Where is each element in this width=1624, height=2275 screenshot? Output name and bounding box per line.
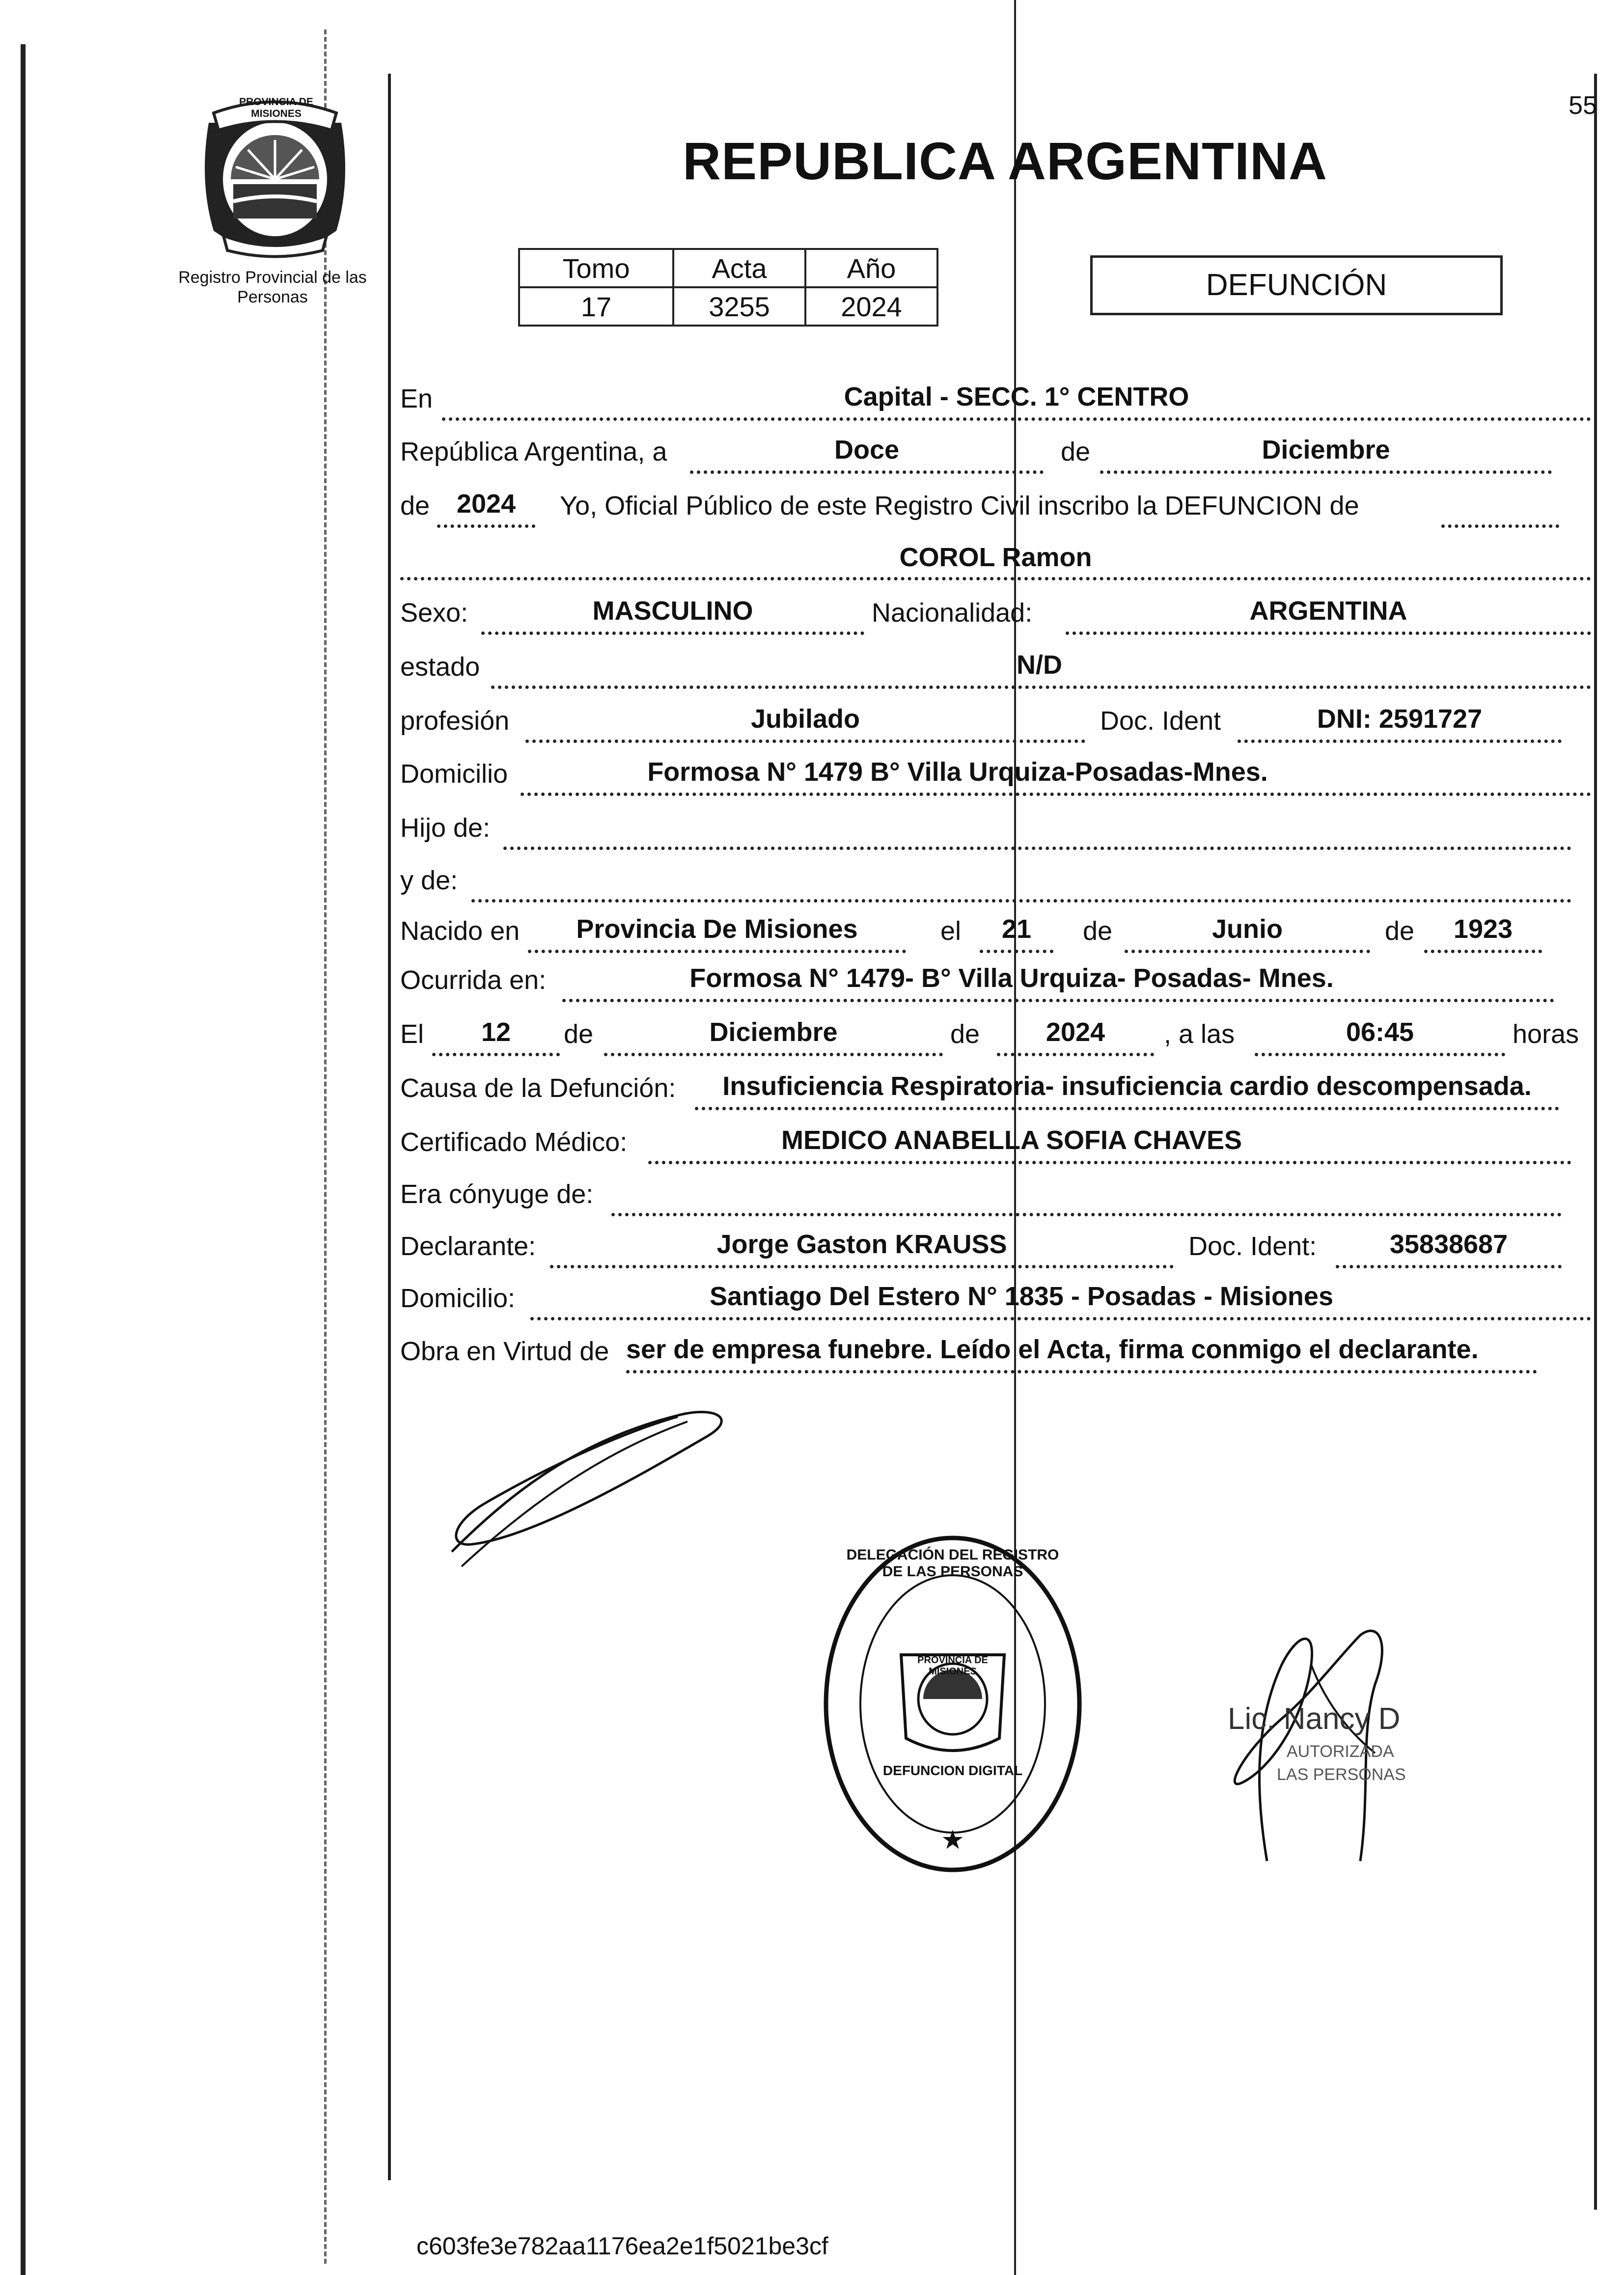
dots-obra: [626, 1370, 1537, 1373]
dots-domicilio: [521, 793, 1591, 796]
label-profesion: profesión: [400, 706, 510, 736]
anio-value: 2024: [805, 287, 937, 326]
value-hora-def: 06:45: [1346, 1017, 1414, 1047]
dots-dia-nac: [980, 950, 1053, 953]
value-declarante: Jorge Gaston KRAUSS: [716, 1230, 1007, 1259]
dots-declarante-domicilio: [530, 1317, 1591, 1320]
stamp-line2: AUTORIZADA: [1287, 1742, 1394, 1761]
dots-declarante-doc: [1336, 1265, 1562, 1268]
label-certificado: Certificado Médico:: [400, 1127, 628, 1157]
seal-outer-text: DELEGACIÓN DEL REGISTRO DE LAS PERSONAS: [846, 1547, 1059, 1580]
label-de-mes-nac: de: [1083, 916, 1113, 946]
registry-table: [518, 248, 938, 327]
seal-center-text: PROVINCIA DE MISIONES: [917, 1655, 988, 1677]
tomo-header: Tomo: [519, 249, 673, 287]
value-declarante-doc: 35838687: [1389, 1230, 1508, 1259]
label-declarante-doc: Doc. Ident:: [1188, 1232, 1317, 1261]
value-nacido-en: Provincia De Misiones: [576, 914, 858, 944]
label-estado: estado: [400, 652, 480, 682]
label-sexo: Sexo:: [400, 598, 468, 628]
label-declarante-domicilio: Domicilio:: [400, 1284, 516, 1313]
value-anio-nac: 1923: [1453, 914, 1513, 944]
value-estado: N/D: [1017, 650, 1062, 680]
label-de-mes-acta: de: [1061, 437, 1091, 466]
document-hash: c603fe3e782aa1176ea2e1f5021be3cf: [416, 2232, 828, 2260]
label-de-anio-acta: de: [400, 491, 430, 521]
page-title: REPUBLICA ARGENTINA: [683, 131, 1327, 191]
label-de-anio-nac: de: [1385, 916, 1415, 946]
stamp-name: Lic. Nancy D: [1228, 1702, 1401, 1736]
label-a-las: , a las: [1164, 1019, 1235, 1049]
perforation-line: [324, 29, 327, 2264]
label-declarante: Declarante:: [400, 1232, 536, 1261]
dots-lugar: [442, 417, 1591, 421]
label-obra: Obra en Virtud de: [400, 1337, 609, 1366]
label-domicilio: Domicilio: [400, 759, 508, 789]
dots-declarante: [550, 1265, 1174, 1268]
declarant-signature: [442, 1390, 746, 1571]
dots-anio-acta: [437, 524, 535, 528]
dots-causa: [695, 1107, 1559, 1110]
dots-nacionalidad: [1066, 631, 1591, 635]
logo-caption: Registro Provincial de las Personas: [178, 268, 367, 306]
anio-header: Año: [805, 249, 937, 287]
label-de-anio-def: de: [950, 1019, 980, 1049]
value-doc-ident: DNI: 2591727: [1317, 704, 1483, 734]
acta-header: Acta: [673, 249, 805, 287]
dots-dia-acta: [690, 470, 1044, 474]
value-sexo: MASCULINO: [592, 596, 753, 626]
value-ocurrida-en: Formosa N° 1479- B° Villa Urquiza- Posadas- Mnes.: [689, 963, 1334, 993]
label-nacido-en: Nacido en: [400, 916, 520, 946]
dots-nombre: [400, 577, 1591, 580]
dots-anio-nac: [1424, 950, 1542, 953]
label-causa: Causa de la Defunción:: [400, 1073, 676, 1103]
seal-inner-text: DEFUNCION DIGITAL: [882, 1763, 1023, 1778]
value-mes-def: Diciembre: [709, 1017, 838, 1047]
dots-sexo: [481, 631, 864, 635]
right-margin-line: [1594, 74, 1597, 2210]
value-obra: ser de empresa funebre. Leído el Acta, firma conmigo el declarante.: [626, 1335, 1479, 1364]
dots-hora-def: [1255, 1053, 1505, 1056]
label-horas: horas: [1513, 1019, 1579, 1049]
svg-text:★: ★: [940, 1825, 965, 1855]
dots-certificado: [648, 1161, 1571, 1164]
dots-profesion: [525, 740, 1085, 743]
label-ocurrida-en: Ocurrida en:: [400, 965, 547, 995]
dots-y-de: [471, 899, 1571, 903]
value-dia-nac: 21: [1001, 914, 1032, 944]
label-republica: República Argentina, a: [400, 437, 667, 466]
page-number: 55: [1569, 91, 1597, 120]
label-de-mes-def: de: [564, 1019, 594, 1049]
dots-conyuge: [611, 1213, 1562, 1216]
dots-ocurrida-en: [562, 999, 1554, 1002]
official-signature: [1213, 1606, 1419, 1871]
label-y-de: y de:: [400, 866, 458, 895]
value-causa: Insuficiencia Respiratoria- insuficiencia cardio descompensada.: [722, 1071, 1532, 1101]
dots-anio-def: [997, 1053, 1154, 1056]
label-doc-ident: Doc. Ident: [1100, 706, 1221, 736]
value-lugar: Capital - SECC. 1° CENTRO: [844, 382, 1189, 411]
value-profesion: Jubilado: [750, 704, 860, 734]
value-nombre: COROL Ramon: [899, 543, 1092, 572]
logo-motto: PROVINCIA DE MISIONES: [239, 96, 313, 119]
stamp-line3: LAS PERSONAS: [1277, 1765, 1406, 1784]
label-conyuge: Era cónyuge de:: [400, 1179, 594, 1209]
record-type-box: DEFUNCIÓN: [1090, 255, 1503, 315]
label-hijo-de: Hijo de:: [400, 813, 491, 843]
value-anio-acta: 2024: [456, 489, 516, 519]
left-edge-shadow: [21, 44, 26, 2275]
value-certificado: MEDICO ANABELLA SOFIA CHAVES: [781, 1125, 1242, 1155]
dots-mes-acta: [1100, 470, 1552, 474]
left-margin-line: [388, 74, 391, 2180]
value-mes-acta: Diciembre: [1262, 435, 1390, 465]
label-yo-oficial: Yo, Oficial Público de este Registro Civil inscribo la DEFUNCION de: [560, 491, 1359, 521]
value-dia-def: 12: [481, 1017, 511, 1047]
label-en: En: [400, 384, 433, 413]
value-mes-nac: Junio: [1212, 914, 1283, 944]
dots-nombre-start: [1441, 524, 1559, 528]
acta-value: 3255: [673, 287, 805, 326]
value-anio-def: 2024: [1046, 1017, 1105, 1047]
dots-doc-ident: [1238, 740, 1562, 743]
label-el-def: El: [400, 1019, 424, 1049]
dots-mes-nac: [1125, 950, 1370, 953]
value-domicilio: Formosa N° 1479 B° Villa Urquiza-Posadas-Mnes.: [647, 757, 1268, 787]
registry-seal: [820, 1532, 1085, 1876]
dots-mes-def: [604, 1053, 943, 1056]
dots-nacido-en: [528, 950, 906, 953]
dots-dia-def: [432, 1053, 560, 1056]
value-declarante-domicilio: Santiago Del Estero N° 1835 - Posadas - Misiones: [709, 1282, 1333, 1311]
dots-estado: [491, 685, 1591, 689]
tomo-value: 17: [519, 287, 673, 326]
label-nacionalidad: Nacionalidad:: [872, 598, 1033, 628]
label-el-nac: el: [940, 916, 962, 946]
value-dia-acta: Doce: [834, 435, 900, 465]
value-nacionalidad: ARGENTINA: [1249, 596, 1407, 626]
dots-hijo-de: [503, 847, 1571, 850]
